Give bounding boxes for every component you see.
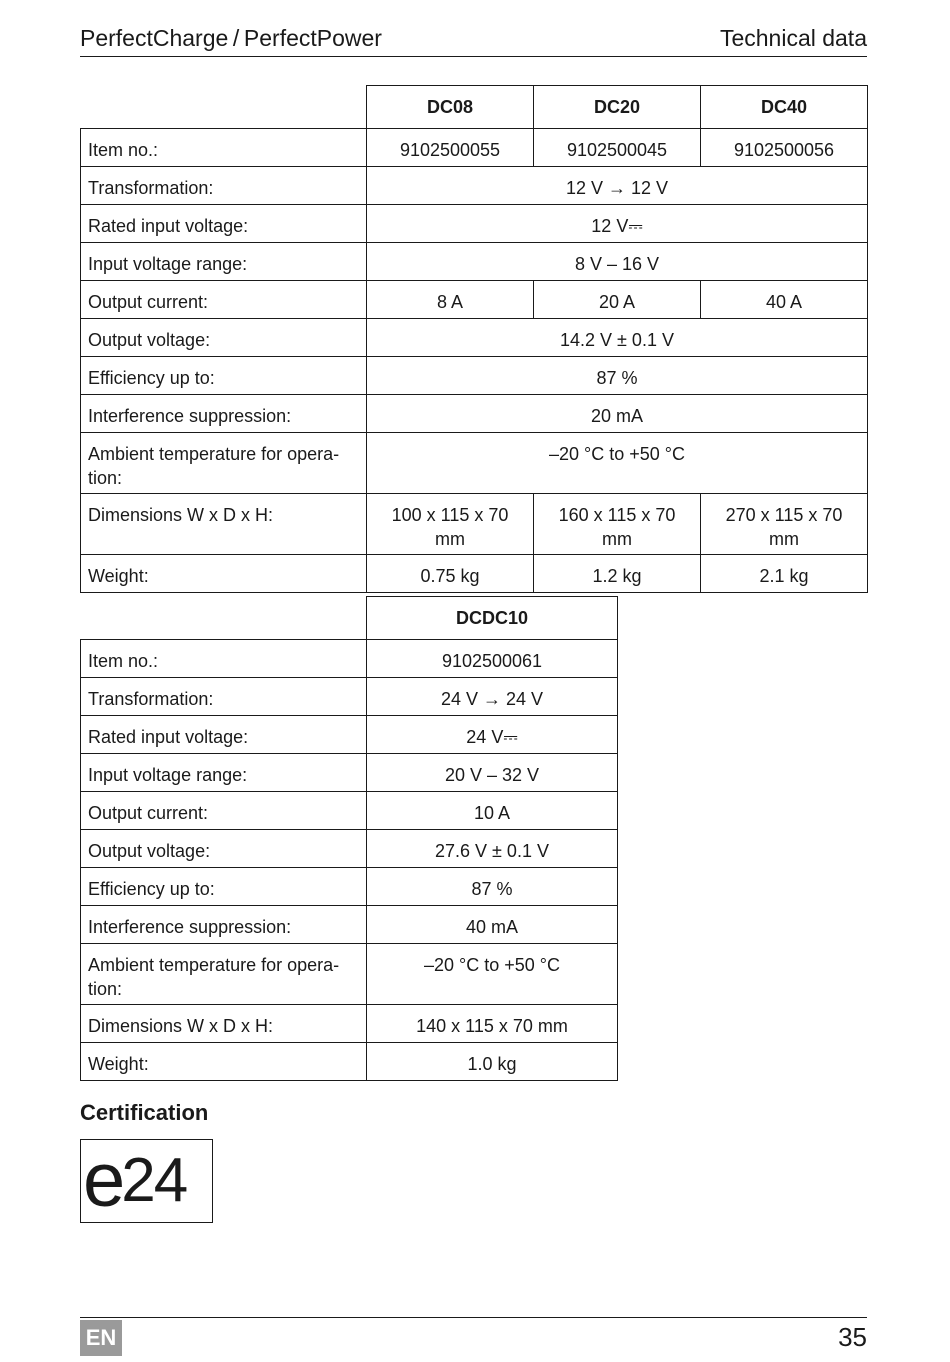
certification-heading: Certification xyxy=(80,1100,209,1125)
table-row xyxy=(81,944,618,1005)
row-label: Output current: xyxy=(81,792,367,830)
table-row xyxy=(81,281,868,319)
cell-value: 20 A xyxy=(534,281,701,319)
row-label: Efficiency up to: xyxy=(81,357,367,395)
language-badge: EN xyxy=(80,1320,122,1356)
spec-table-dcdc xyxy=(80,596,618,1081)
row-label: Output current: xyxy=(81,281,367,319)
row-label: Dimensions W x D x H: xyxy=(81,1005,367,1043)
e-mark-certification-logo xyxy=(80,1139,213,1223)
cell-value: 10 A xyxy=(367,792,618,830)
table-corner xyxy=(81,597,367,640)
cell-value: 14.2 V ± 0.1 V xyxy=(367,319,868,357)
row-label: Ambient temperature for opera- tion: xyxy=(81,433,367,494)
row-label: Interference suppression: xyxy=(81,395,367,433)
table-row xyxy=(81,868,618,906)
row-label: Item no.: xyxy=(81,129,367,167)
table-row xyxy=(81,357,868,395)
table-row xyxy=(81,906,618,944)
cell-value: 9102500061 xyxy=(367,640,618,678)
column-header: DC40 xyxy=(701,86,868,129)
cell-value: 2.1 kg xyxy=(701,555,868,593)
row-label: Transformation: xyxy=(81,167,367,205)
row-label: Rated input voltage: xyxy=(81,716,367,754)
table-row xyxy=(81,830,618,868)
table-row xyxy=(81,754,618,792)
row-label: Interference suppression: xyxy=(81,906,367,944)
table-row xyxy=(81,1043,618,1081)
e-mark-number: 24 xyxy=(121,1146,187,1215)
table-header-row xyxy=(81,597,618,640)
cell-value: 1.2 kg xyxy=(534,555,701,593)
table-row xyxy=(81,433,868,494)
table-row xyxy=(81,205,868,243)
column-header: DC20 xyxy=(534,86,701,129)
table-corner xyxy=(81,86,367,129)
table-row xyxy=(81,129,868,167)
table-row xyxy=(81,716,618,754)
cell-value: 8 A xyxy=(367,281,534,319)
cell-value: 8 V – 16 V xyxy=(367,243,868,281)
row-label: Weight: xyxy=(81,1043,367,1081)
e-mark-letter: e xyxy=(83,1138,124,1223)
cell-value: –20 °C to +50 °C xyxy=(367,944,618,1005)
cell-value: 87 % xyxy=(367,868,618,906)
page-number: 35 xyxy=(838,1322,867,1352)
row-label: Item no.: xyxy=(81,640,367,678)
cell-value: 9102500055 xyxy=(367,129,534,167)
column-header: DCDC10 xyxy=(367,597,618,640)
row-label: Efficiency up to: xyxy=(81,868,367,906)
cell-value: 24 V → 24 V xyxy=(367,678,618,716)
table-row xyxy=(81,555,868,593)
table-row xyxy=(81,243,868,281)
cell-value: 40 mA xyxy=(367,906,618,944)
cell-value: 20 V – 32 V xyxy=(367,754,618,792)
row-label: Dimensions W x D x H: xyxy=(81,494,367,555)
row-label: Ambient temperature for opera- tion: xyxy=(81,944,367,1005)
row-label: Input voltage range: xyxy=(81,243,367,281)
cell-value: 160 x 115 x 70 mm xyxy=(534,494,701,555)
cell-value: 12 V → 12 V xyxy=(367,167,868,205)
cell-value: 87 % xyxy=(367,357,868,395)
row-label: Output voltage: xyxy=(81,830,367,868)
table-row xyxy=(81,395,868,433)
cell-value: 20 mA xyxy=(367,395,868,433)
page-header xyxy=(80,22,867,57)
cell-value: 270 x 115 x 70 mm xyxy=(701,494,868,555)
section-title: Technical data xyxy=(719,25,867,51)
row-label: Weight: xyxy=(81,555,367,593)
table-row xyxy=(81,640,618,678)
table-row xyxy=(81,167,868,205)
row-label: Rated input voltage: xyxy=(81,205,367,243)
cell-value: 27.6 V ± 0.1 V xyxy=(367,830,618,868)
document-title: PerfectCharge / PerfectPower xyxy=(80,25,382,51)
table-row xyxy=(81,792,618,830)
table-header-row xyxy=(81,86,868,129)
row-label: Transformation: xyxy=(81,678,367,716)
cell-value: 140 x 115 x 70 mm xyxy=(367,1005,618,1043)
table-row xyxy=(81,1005,618,1043)
cell-value: 1.0 kg xyxy=(367,1043,618,1081)
cell-value: 100 x 115 x 70 mm xyxy=(367,494,534,555)
footer-divider xyxy=(80,1317,867,1318)
cell-value: 12 V⎓ xyxy=(367,205,868,243)
cell-value: 9102500056 xyxy=(701,129,868,167)
table-row xyxy=(81,678,618,716)
cell-value: 40 A xyxy=(701,281,868,319)
table-row xyxy=(81,494,868,555)
cell-value: –20 °C to +50 °C xyxy=(367,433,868,494)
spec-table-dc xyxy=(80,85,868,593)
row-label: Input voltage range: xyxy=(81,754,367,792)
column-header: DC08 xyxy=(367,86,534,129)
row-label: Output voltage: xyxy=(81,319,367,357)
cell-value: 9102500045 xyxy=(534,129,701,167)
cell-value: 24 V⎓ xyxy=(367,716,618,754)
table-row xyxy=(81,319,868,357)
cell-value: 0.75 kg xyxy=(367,555,534,593)
